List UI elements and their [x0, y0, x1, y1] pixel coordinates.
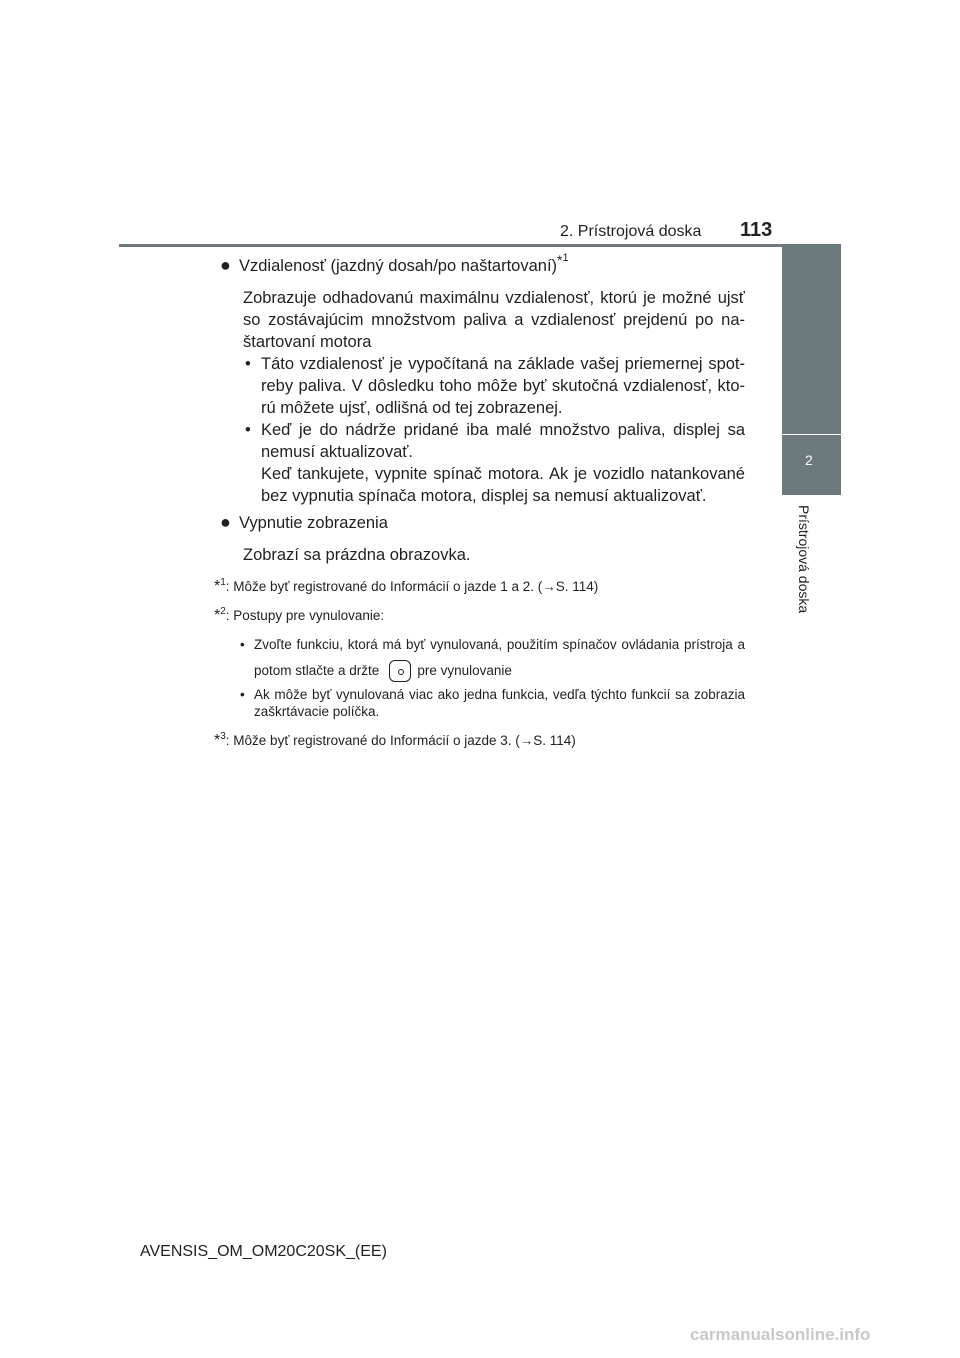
bullet-icon: ●: [220, 255, 231, 275]
main-content: [214, 250, 745, 749]
item-display-off-title: ● Vypnutie zobrazenia: [220, 512, 388, 532]
footnote-1: *$^1$: Môže byť registrované do Informácií o jazde 1 a 2. (→S. 114): [214, 577, 599, 595]
meter-control-button-icon: [389, 660, 411, 682]
bullet-icon: ●: [220, 512, 231, 532]
watermark: carmanualsonline.info: [690, 1325, 871, 1344]
note-marker: *: [557, 252, 563, 268]
item-distance-description: Zobrazuje odhadovanú maximálnu vzdialenosť, ktorú je možné ujsť so zostávajúcim množstvom paliva a vzdialenosť prejdenú po na-štartovaní motora: [243, 289, 745, 351]
list-item: • Táto vzdialenosť je vypočítaná na základe vašej priemernej spot-reby paliva. V dôsledku toho môže byť skutočná vzdialenosť, kto-rú môžete ujsť, odlišná od tej zobrazenej.: [245, 355, 745, 417]
item-distance-title: ● Vzdialenosť (jazdný dosah/po naštartovaní)$^{*1}$: [220, 252, 569, 275]
footnote-3: *$^3$: Môže byť registrované do Informácií o jazde 3. (→S. 114): [214, 731, 576, 749]
list-item: • Keď je do nádrže pridané iba malé množstvo paliva, displej sa nemusí aktualizovať. Keď tankujete, vypnite spínač motora. Ak je vozidlo natankované bez vypnutia spínača motora, displej sa nemusí aktualizovať.: [245, 421, 745, 505]
item-display-off-description: Zobrazí sa prázdna obrazovka.: [243, 546, 471, 564]
chapter-number: 2: [805, 452, 813, 468]
footnote-2-step-2: • Ak môže byť vynulovaná viac ako jedna funkcia, vedľa týchto funkcií sa zobrazia zaškrtávacie políčka.: [240, 687, 745, 719]
header-rule: [119, 244, 841, 247]
footnote-2: *$^2$: Postupy pre vynulovanie:: [214, 606, 385, 624]
side-bar: [782, 244, 841, 434]
footnote-2-step-1: • Zvoľte funkciu, ktorá má byť vynulovaná, použitím spínačov ovládania prístroja a potom stlačte a držte pre vynulovanie: [254, 632, 745, 684]
footer-code: AVENSIS_OM_OM20C20SK_(EE): [140, 1243, 387, 1260]
header-section-title: 2. Prístrojová doska: [560, 223, 702, 240]
chapter-label: Prístrojová doska: [796, 505, 812, 614]
page-number: 113: [740, 219, 773, 241]
